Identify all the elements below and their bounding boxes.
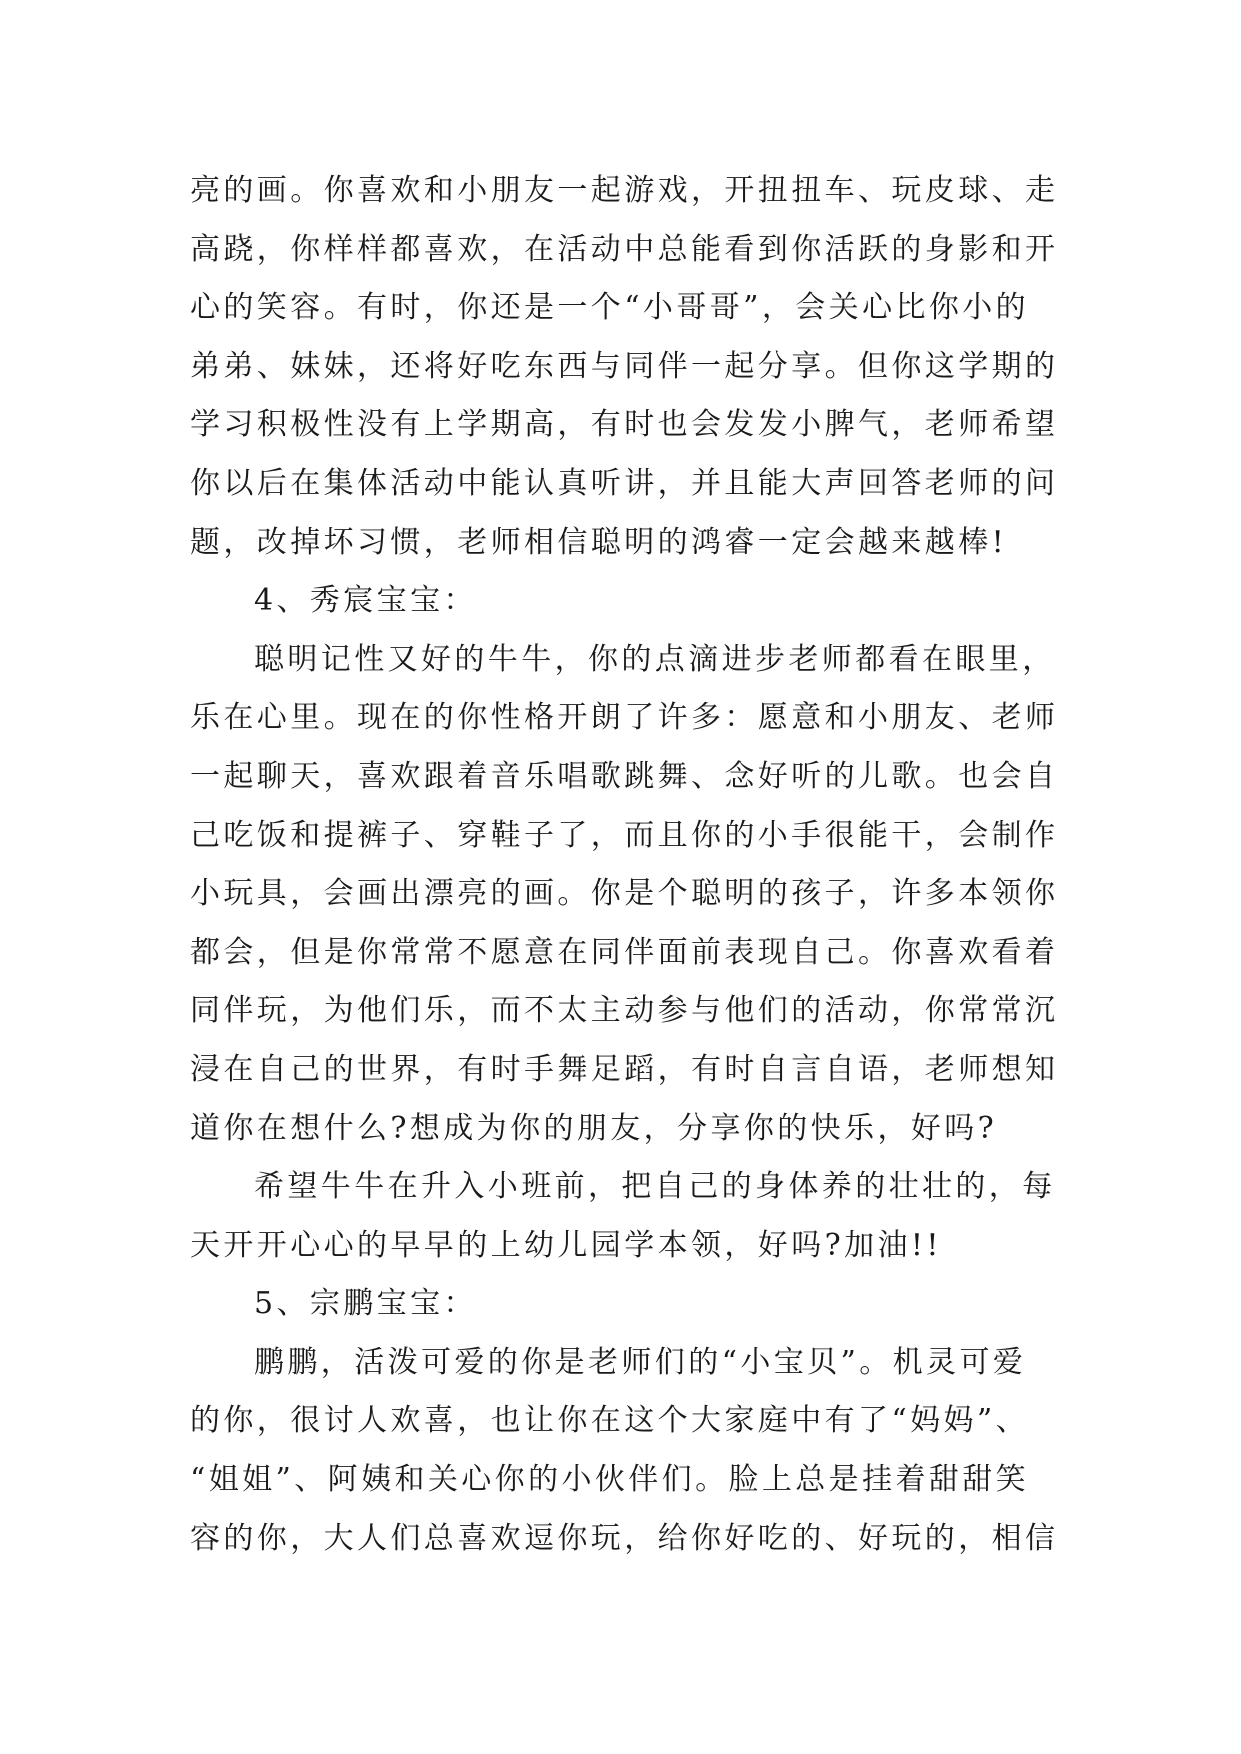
text-line: 聪明记性又好的牛牛，你的点滴进步老师都看在眼里， (254, 641, 1056, 677)
text-line: 同伴玩，为他们乐，而不太主动参与他们的活动，你常常沉 (190, 993, 1059, 1029)
text-line: 的你，很讨人欢喜，也让你在这个大家庭中有了“妈妈”、 (190, 1403, 1030, 1439)
text-line: 小玩具，会画出漂亮的画。你是个聪明的孩子，许多本领你 (190, 876, 1059, 912)
text-line: 鹏鹏，活泼可爱的你是老师们的“小宝贝”。机灵可爱 (254, 1344, 1027, 1380)
text-line: 4、秀宸宝宝： (254, 583, 477, 619)
text-line: 学习积极性没有上学期高，有时也会发发小脾气，老师希望 (190, 407, 1059, 443)
text-line: 一起聊天，喜欢跟着音乐唱歌跳舞、念好听的儿歌。也会自 (190, 758, 1059, 794)
text-line: 亮的画。你喜欢和小朋友一起游戏，开扭扭车、玩皮球、走 (190, 173, 1059, 208)
text-line: 你以后在集体活动中能认真听讲，并且能大声回答老师的问 (190, 465, 1059, 501)
text-line: 己吃饭和提裤子、穿鞋子了，而且你的小手很能干，会制作 (190, 817, 1059, 853)
text-line: 天开开心心的早早的上幼儿园学本领，好吗?加油!! (190, 1227, 942, 1263)
text-line: 浸在自己的世界，有时手舞足蹈，有时自言自语，老师想知 (190, 1051, 1059, 1087)
text-line: 弟弟、妹妹，还将好吃东西与同伴一起分享。但你这学期的 (190, 348, 1059, 384)
text-line: 5、宗鹏宝宝： (254, 1286, 477, 1322)
text-line: 容的你，大人们总喜欢逗你玩，给你好吃的、好玩的，相信 (190, 1520, 1059, 1556)
text-line: 道你在想什么?想成为你的朋友，分享你的快乐，好吗? (190, 1110, 998, 1146)
text-line: 题，改掉坏习惯，老师相信聪明的鸿睿一定会越来越棒! (190, 524, 1008, 560)
text-line: “姐姐”、阿姨和关心你的小伙伴们。脸上总是挂着甜甜笑 (190, 1462, 1030, 1498)
text-line: 都会，但是你常常不愿意在同伴面前表现自己。你喜欢看着 (190, 934, 1059, 970)
document-body (190, 162, 1059, 1568)
text-line: 高跷，你样样都喜欢，在活动中总能看到你活跃的身影和开 (190, 231, 1059, 267)
text-line: 希望牛牛在升入小班前，把自己的身体养的壮壮的，每 (254, 1169, 1056, 1205)
text-line: 心的笑容。有时，你还是一个“小哥哥”，会关心比你小的 (190, 290, 1030, 326)
text-line: 乐在心里。现在的你性格开朗了许多：愿意和小朋友、老师 (190, 700, 1059, 736)
